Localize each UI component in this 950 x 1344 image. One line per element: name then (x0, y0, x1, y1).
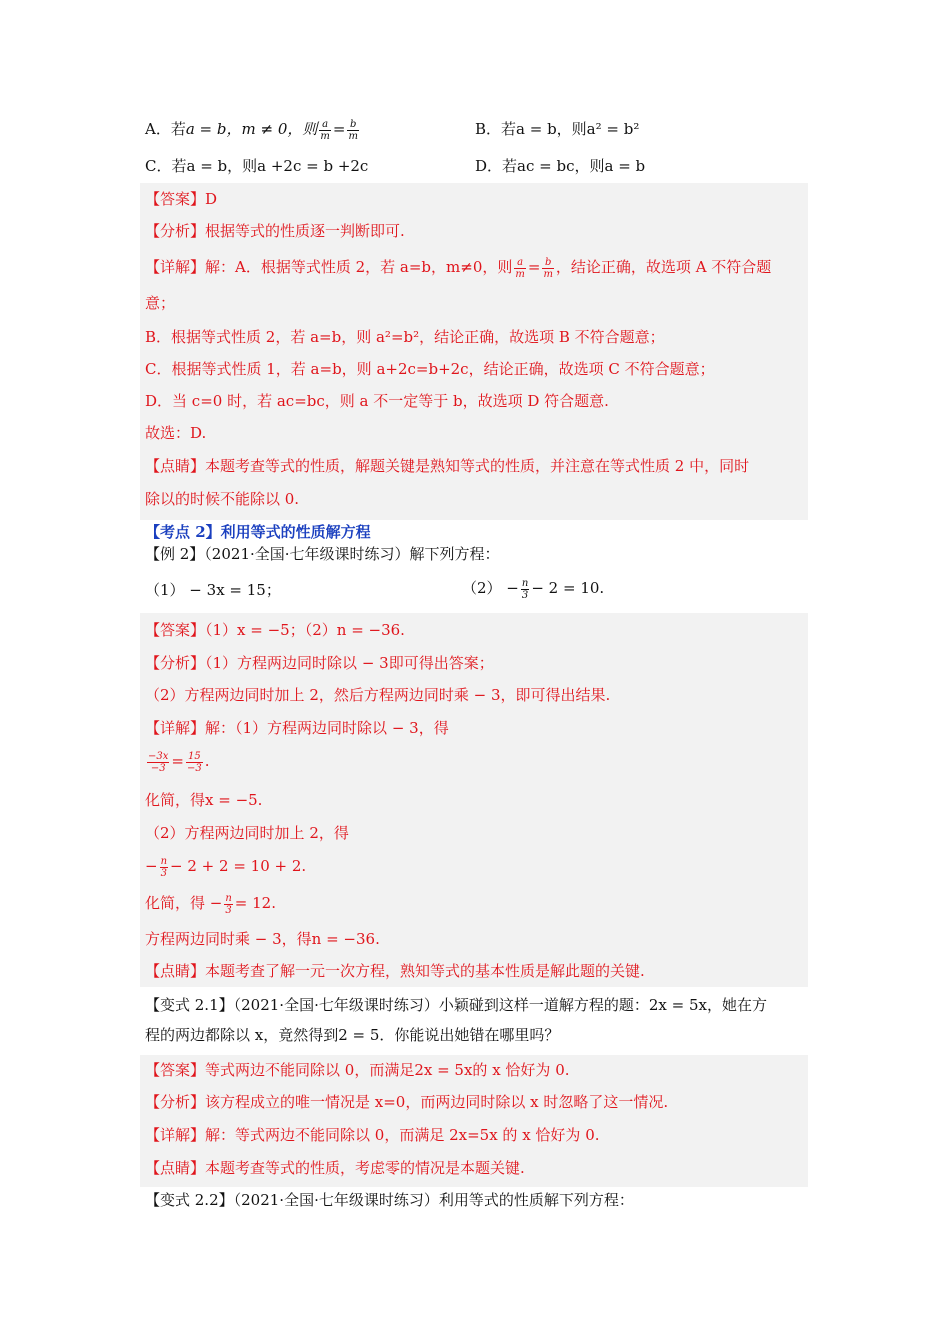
equation-2: − $\frac{n}{3}$ − 2 + 2 = 10 + 2. (145, 855, 307, 879)
variation-2-1-stem-cont: 程的两边都除以 x，竟然得到2 = 5．你能说出她错在哪里吗？ (145, 1026, 560, 1044)
point-1: 【点睛】本题考查等式的性质，解题关键是熟知等式的性质，并注意在等式性质 2 中，同时 (145, 457, 750, 475)
simplify-2: 化简，得 − $\frac{n}{3}$ = 12. (145, 892, 276, 916)
option-a: A．若a = b，m ≠ 0，则 $\frac{a}{m}$ = $\frac{b}{m}$ (145, 118, 358, 142)
detail-3: 【详解】解：等式两边不能同除以 0，而满足 2x=5x 的 x 恰好为 0. (145, 1126, 600, 1144)
point-3: 【点睛】本题考查等式的性质，考虑零的情况是本题关键. (145, 1159, 525, 1177)
variation-2-1-stem: 【变式 2.1】（2021·全国·七年级课时练习）小颖碰到这样一道解方程的题：2x = 5x，她在方 (145, 996, 767, 1014)
analysis-3: 【分析】该方程成立的唯一情况是 x=0，而两边同时除以 x 时忽略了这一情况. (145, 1093, 669, 1111)
option-d: D．若ac = bc，则a = b (475, 157, 646, 175)
point-2: 【点睛】本题考查了解一元一次方程，熟知等式的基本性质是解此题的关键. (145, 962, 645, 980)
answer-1: 【答案】D (145, 190, 218, 208)
problem-2: （2） − $\frac{n}{3}$ − 2 = 10. (462, 577, 605, 601)
detail-b: B．根据等式性质 2，若 a=b，则 a²=b²，结论正确，故选项 B 不符合题意； (145, 328, 665, 346)
answer-2: 【答案】（1）x = −5；（2）n = −36. (145, 621, 405, 639)
equation-1: $\frac{-3x}{-3}$ = $\frac{15}{-3}$ . (148, 750, 210, 774)
option-c: C．若a = b，则a +2c = b +2c (145, 157, 369, 175)
multiply-step: 方程两边同时乘 − 3，得n = −36. (145, 930, 380, 948)
section-title: 【考点 2】利用等式的性质解方程 (145, 523, 371, 541)
answer-3: 【答案】等式两边不能同除以 0，而满足2x = 5x的 x 恰好为 0. (145, 1061, 570, 1079)
detail-1-cont: 意； (145, 294, 176, 312)
detail-1: 【详解】解：A．根据等式性质 2，若 a=b，m≠0，则 $\frac{a}{m}$ = $\frac{b}{m}$ ，结论正确，故选项 A 不符合题 (145, 256, 772, 280)
point-1-cont: 除以的时候不能除以 0. (145, 490, 300, 508)
detail-2: 【详解】解：（1）方程两边同时除以 − 3，得 (145, 719, 449, 737)
analysis-1: 【分析】根据等式的性质逐一判断即可. (145, 222, 405, 240)
analysis-2: 【分析】（1）方程两边同时除以 − 3即可得出答案； (145, 654, 494, 672)
example-2: 【例 2】（2021·全国·七年级课时练习）解下列方程： (145, 545, 500, 563)
detail-d: D．当 c=0 时，若 ac=bc，则 a 不一定等于 b，故选项 D 符合题意. (145, 392, 609, 410)
problem-1: （1） − 3x = 15； (145, 581, 281, 599)
analysis-2-cont: （2）方程两边同时加上 2，然后方程两边同时乘 − 3，即可得出结果. (145, 686, 611, 704)
choose: 故选：D. (145, 424, 207, 442)
simplify-1: 化简，得x = −5. (145, 791, 263, 809)
option-b: B．若a = b，则a² = b² (475, 120, 640, 138)
detail-2-part2: （2）方程两边同时加上 2，得 (145, 824, 349, 842)
variation-2-2-stem: 【变式 2.2】（2021·全国·七年级课时练习）利用等式的性质解下列方程： (145, 1191, 634, 1209)
detail-c: C．根据等式性质 1，若 a=b，则 a+2c=b+2c，结论正确，故选项 C 不符合题意； (145, 360, 715, 378)
